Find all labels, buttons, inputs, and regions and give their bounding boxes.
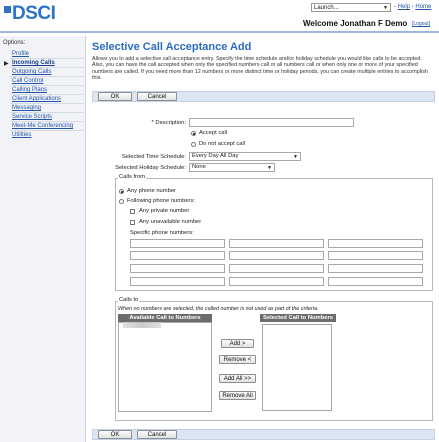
logo-square-icon (4, 6, 11, 13)
sidebar-title: Options: (3, 40, 26, 46)
ok-button-bottom[interactable]: OK (98, 430, 132, 439)
calls-to-legend: Calls to (119, 297, 139, 303)
selected-numbers-header: Selected Call to Numbers (260, 314, 336, 322)
page-description: Allows you to add a selective call acceptance entry. Specify the time schedule and/or holiday schedule you would like calls to be accepted. Also, you can have the call accepted when only the specified numbers call or all numbers call or when only one or more of your specified numbers are called. If you need more than 12 numbers or more distinct time or holiday periods, you can create multiple entries to accomplish this. (92, 56, 428, 82)
divider (10, 94, 84, 95)
following-phone-numbers-radio[interactable] (119, 199, 124, 204)
phone-number-input[interactable] (229, 239, 324, 248)
chevron-down-icon: ▼ (267, 165, 272, 171)
current-item-arrow-icon: ▶ (4, 61, 9, 67)
logout-label[interactable]: Logout (413, 21, 429, 27)
any-unavailable-number-label: Any unavailable number (139, 219, 202, 225)
do-not-accept-call-label: Do not accept call (199, 141, 246, 147)
phone-number-input[interactable] (328, 277, 423, 286)
sidebar-item-utilities[interactable]: Utilities (12, 132, 32, 138)
logo-text: DSCI (12, 3, 56, 24)
sidebar-item-calling-plans[interactable]: Calling Plans (12, 87, 48, 93)
welcome-text: Welcome Jonathan F Demo (303, 19, 408, 28)
time-schedule-value: Every Day All Day (192, 153, 239, 159)
sidebar-item-outgoing-calls[interactable]: Outgoing Calls (12, 69, 52, 75)
selected-numbers-list[interactable] (262, 324, 332, 411)
description-input[interactable] (189, 118, 354, 127)
sidebar-item-meet-me-conferencing[interactable]: Meet-Me Conferencing (12, 123, 74, 129)
do-not-accept-call-radio[interactable] (191, 142, 196, 147)
any-private-number-label: Any private number (139, 208, 190, 214)
cancel-button-bottom[interactable]: Cancel (137, 430, 177, 439)
divider (10, 130, 84, 131)
available-numbers-header: Available Call to Numbers (118, 314, 212, 322)
chevron-down-icon: ▼ (383, 5, 388, 11)
separator: - (411, 4, 414, 10)
separator: - (394, 4, 396, 10)
phone-number-input[interactable] (130, 277, 225, 286)
calls-from-legend: Calls from (119, 174, 146, 180)
sidebar-item-client-applications[interactable]: Client Applications (12, 96, 62, 102)
any-private-number-checkbox[interactable] (130, 209, 135, 214)
ok-button[interactable]: OK (98, 92, 132, 101)
holiday-schedule-value: None (192, 164, 206, 170)
sidebar-item-profile[interactable]: Profile (12, 51, 30, 57)
available-numbers-list[interactable] (118, 322, 212, 412)
redacted-number (123, 322, 161, 328)
sidebar-item-call-control[interactable]: Call Control (12, 78, 44, 84)
cancel-button[interactable]: Cancel (137, 92, 177, 101)
holiday-schedule-select[interactable] (189, 163, 275, 172)
divider (10, 112, 84, 113)
any-phone-number-label: Any phone number (127, 188, 176, 194)
add-all-button[interactable]: Add All >> (219, 374, 256, 383)
phone-number-input[interactable] (328, 239, 423, 248)
calls-to-note: When no numbers are selected, the called number is not used as part of the criteria. (118, 306, 319, 312)
time-schedule-label: Selected Time Schedule: (121, 154, 186, 160)
launch-select-value: Launch... (314, 5, 339, 11)
divider (10, 103, 84, 104)
sidebar-item-service-scripts[interactable]: Service Scripts (12, 114, 53, 120)
specific-phone-numbers-label: Specific phone numbers: (130, 230, 194, 236)
home-link[interactable]: Home (415, 4, 432, 10)
remove-all-button[interactable]: Remove All (219, 391, 256, 400)
divider (10, 121, 84, 122)
add-button[interactable]: Add > (221, 339, 254, 348)
help-link[interactable]: Help (397, 4, 411, 10)
logout-link[interactable]: [Logout] (412, 21, 431, 27)
any-unavailable-number-checkbox[interactable] (130, 220, 135, 225)
phone-number-input[interactable] (229, 264, 324, 273)
phone-number-input[interactable] (328, 264, 423, 273)
header-divider (0, 31, 439, 33)
remove-button[interactable]: Remove < (219, 355, 256, 364)
phone-number-input[interactable] (229, 251, 324, 260)
divider (10, 76, 84, 77)
holiday-schedule-label: Selected Holiday Schedule: (115, 165, 186, 171)
phone-number-input[interactable] (229, 277, 324, 286)
following-phone-numbers-label: Following phone numbers: (127, 198, 195, 204)
divider (10, 85, 84, 86)
divider (10, 58, 84, 59)
time-schedule-select[interactable] (189, 152, 301, 161)
accept-call-label: Accept call (199, 130, 228, 136)
any-phone-number-radio[interactable] (119, 189, 124, 194)
page-title: Selective Call Acceptance Add (92, 41, 252, 53)
top-links (394, 4, 431, 10)
description-label: * Description: (151, 120, 186, 126)
dsci-logo (4, 3, 55, 25)
launch-select[interactable] (311, 3, 391, 12)
sidebar-item-messaging[interactable]: Messaging (12, 105, 42, 111)
phone-number-input[interactable] (130, 251, 225, 260)
accept-call-radio[interactable] (191, 131, 196, 136)
chevron-down-icon: ▼ (293, 154, 298, 160)
sidebar-item-incoming-calls[interactable]: Incoming Calls (12, 60, 55, 66)
divider (10, 67, 84, 68)
phone-number-input[interactable] (328, 251, 423, 260)
phone-number-input[interactable] (130, 264, 225, 273)
phone-number-input[interactable] (130, 239, 225, 248)
